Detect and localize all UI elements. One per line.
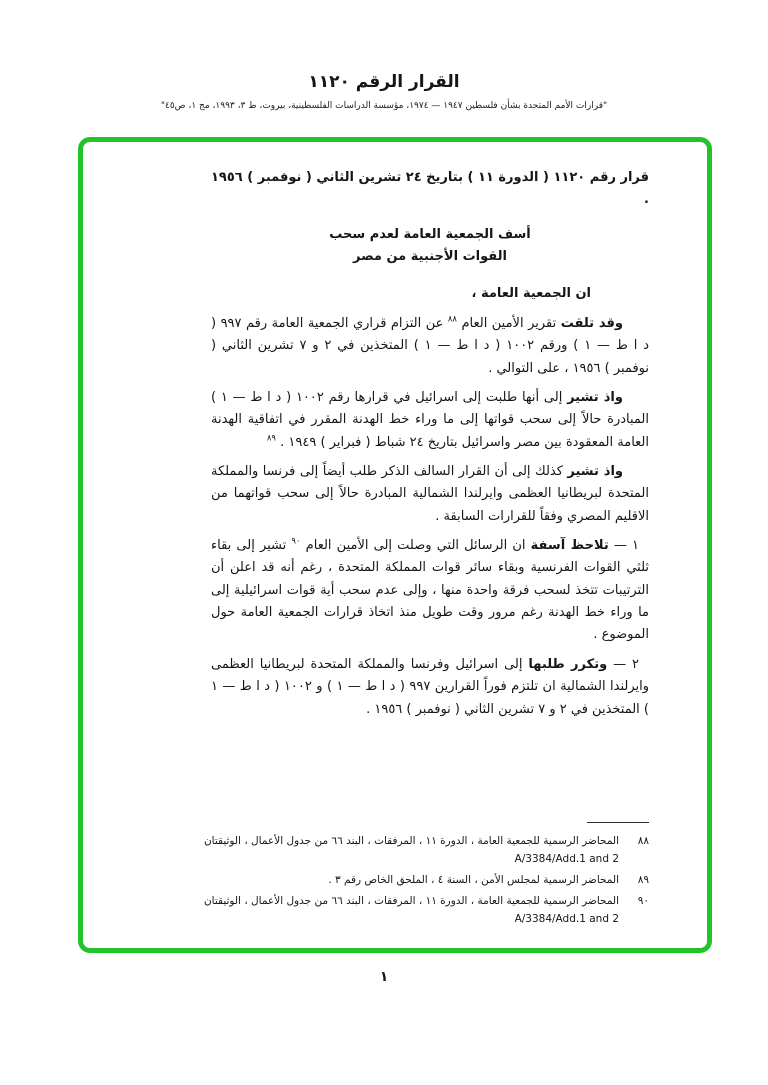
footnotes-section — [201, 822, 649, 932]
resolution-item-2 — [211, 654, 649, 721]
footnote-ref-89: ٨٩ — [266, 433, 276, 444]
footnote-text: المحاضر الرسمية لمجلس الأمن ، السنة ٤ ، الملحق الخاص رقم ٣ . — [328, 874, 619, 887]
source-citation: "قرارات الأمم المتحدة بشأن فلسطين ١٩٤٧ — ١٩٧٤، مؤسسة الدراسات الفلسطينية، بيروت، ط ٣، ١٩٩٣، مج ١، ص٤٥" — [160, 101, 608, 111]
paragraph-lead: وتكرر طلبها — [528, 656, 608, 672]
resolution-heading: قرار رقم ١١٢٠ ( الدورة ١١ ) بتاريخ ٢٤ تشرين الثاني ( نوفمبر ) ١٩٥٦ . — [211, 170, 649, 208]
paragraph-text: كذلك إلى أن القرار السالف الذكر طلب أيضاً إلى فرنسا والمملكة المتحدة لبريطانيا العظمى وايرلندا الشمالية المبادرة حالاً إلى سحب قواتهما من الاقليم المصري وفقاً للقرارات السابقة . — [211, 463, 649, 524]
resolution-body — [83, 142, 707, 721]
paragraph-text: ان الرسائل التي وصلت إلى الأمين العام — [300, 538, 531, 554]
page-title: القرار الرقم ١١٢٠ — [308, 72, 460, 92]
item-number: ٢ — — [607, 656, 639, 672]
resolution-paragraph-2 — [211, 387, 649, 454]
resolution-item-1 — [211, 535, 649, 647]
footnote-number: ٨٨ — [637, 835, 649, 848]
footnote-text: المحاضر الرسمية للجمعية العامة ، الدورة ١١ ، المرفقات ، البند ٦٦ من جدول الأعمال ، الوثيقتان A/3384/Add.1 and 2 — [203, 835, 619, 865]
paragraph-text: عن التزام قراري الجمعية العامة رقم ٩٩٧ ( د ا ط — ١ ) ورقم ١٠٠٢ ( د ا ط — ١ ) المتخذين في ٢ و ٧ تشرين الثاني ( نوفمبر ) ١٩٥٦ ، على التوالي . — [211, 315, 650, 376]
paragraph-text: تقرير الأمين العام — [456, 315, 561, 331]
resolution-paragraph-3 — [211, 461, 649, 528]
paragraph-lead: وقد تلقت — [560, 315, 623, 331]
footnote-88 — [201, 833, 649, 868]
resolution-paragraph-1 — [211, 313, 649, 380]
paragraph-lead: تلاحظ آسفة — [530, 538, 609, 554]
footnote-separator-rule — [587, 822, 649, 823]
page-number: ١ — [379, 969, 389, 985]
resolution-opening: ان الجمعية العامة ، — [471, 286, 591, 302]
item-number: ١ — — [608, 538, 639, 554]
paragraph-text: إلى اسرائيل وفرنسا والمملكة المتحدة لبريطانيا العظمى وايرلندا الشمالية ان تلتزم فوراً القرارين ٩٩٧ ( د ا ط — ١ ) و ١٠٠٢ ( د ا ط — ١ ) المتخذين في ٢ و ٧ تشرين الثاني ( نوفمبر ) ١٩٥٦ . — [211, 656, 650, 717]
resolution-subtitle-line2: القوات الأجنبية من مصر — [353, 249, 507, 265]
footnote-text: المحاضر الرسمية للجمعية العامة ، الدورة ١١ ، المرفقات ، البند ٦٦ من جدول الأعمال ، الوثيقتان A/3384/Add.1 and 2 — [203, 895, 619, 925]
footnote-number: ٩٠ — [637, 895, 649, 908]
footnote-ref-90: ٩٠ — [291, 536, 301, 547]
paragraph-lead: واذ تشير — [567, 463, 623, 479]
paragraph-lead: واذ تشير — [567, 389, 623, 405]
paragraph-text: إلى أنها طلبت إلى اسرائيل في قرارها رقم ١٠٠٢ ( د ا ط — ١ ) المبادرة حالاً إلى سحب قواتها إلى ما وراء خط الهدنة المقرر في اتفاقية الهدنة العامة المعقودة بين مصر واسرائيل بتاريخ ٢٤ شباط ( فبراير ) ١٩٤٩ . — [211, 389, 649, 450]
footnote-ref-88: ٨٨ — [447, 314, 457, 325]
resolution-frame — [78, 137, 712, 953]
resolution-subtitle-line1: أسف الجمعية العامة لعدم سحب — [329, 226, 531, 242]
footnote-89 — [201, 872, 649, 889]
footnote-90 — [201, 893, 649, 928]
paragraph-text: تشير إلى بقاء ثلثي القوات الفرنسية وبقاء سائر قوات المملكة المتحدة ، رغم أنه قد اعلن أن الترتيبات تتخذ لسحب فرقة واحدة منها ، وإلى عدم سحب أية قوات اسرائيلية إلى ما وراء خط الهدنة رغم مرور وقت طويل منذ اتخاذ قرارات الجمعية العامة حول الموضوع . — [211, 538, 649, 643]
footnote-number: ٨٩ — [637, 874, 649, 887]
